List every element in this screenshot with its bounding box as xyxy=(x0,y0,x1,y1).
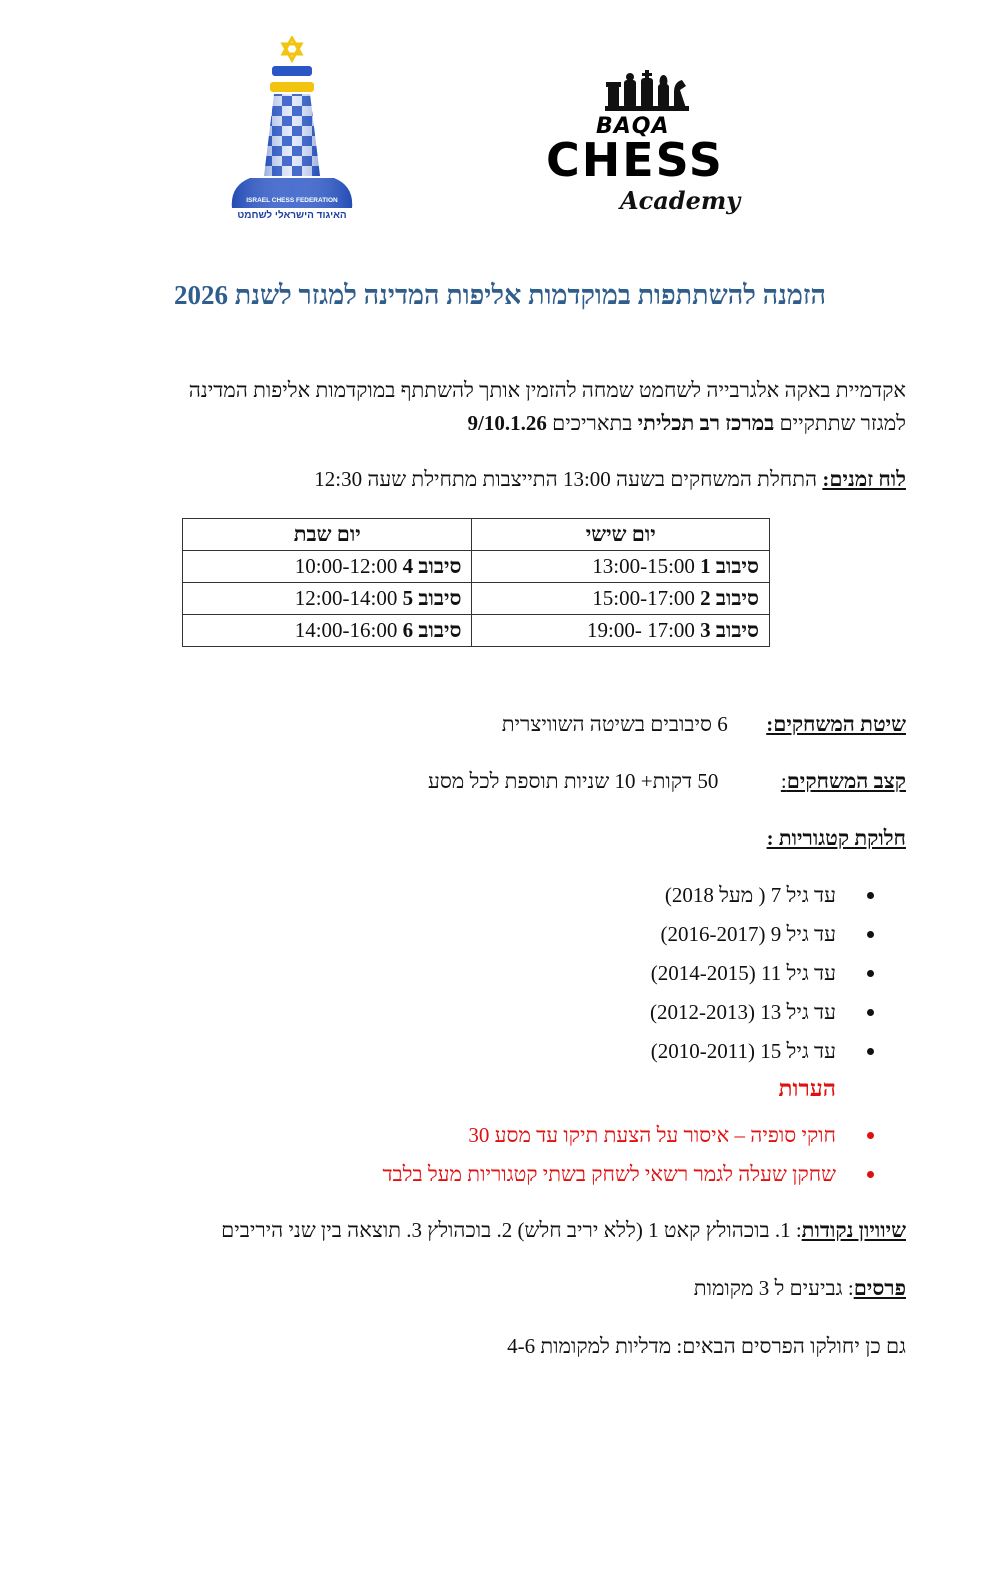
round-time: 10:00-12:00 xyxy=(294,554,403,578)
bullet-icon xyxy=(867,931,874,938)
table-cell xyxy=(472,615,770,647)
round-label: סיבוב 2 xyxy=(700,586,759,610)
list-item xyxy=(300,1032,836,1071)
round-label: סיבוב 3 xyxy=(700,618,759,642)
bullet-icon xyxy=(867,1048,874,1055)
game-system-text: 6 סיבובים בשיטה השוויצרית xyxy=(501,712,728,736)
note-text: חוקי סופיה – איסור על הצעת תיקו עד מסע 30 xyxy=(468,1123,836,1147)
table-cell xyxy=(183,551,472,583)
game-system-line xyxy=(300,708,906,741)
chess-word: CHESS xyxy=(546,133,724,187)
bullet-icon xyxy=(867,1009,874,1016)
bullet-icon xyxy=(867,1171,874,1178)
table-cell xyxy=(183,583,472,615)
round-time: 15:00-17:00 xyxy=(592,586,701,610)
table-cell xyxy=(472,583,770,615)
category-text: עד גיל 9 (2016-2017) xyxy=(660,922,836,946)
list-item xyxy=(300,876,836,915)
intro-line-1: אקדמיית באקה אלגרבייה לשחמט שמחה להזמין אותך להשתתף במוקדמות אליפות המדינה xyxy=(188,378,906,402)
round-label: סיבוב 6 xyxy=(402,618,462,642)
round-time: 12:00-14:00 xyxy=(294,586,403,610)
baqa-word: BAQA xyxy=(596,114,670,139)
table-cell xyxy=(472,551,770,583)
israel-chess-federation-logo xyxy=(222,36,372,222)
list-item xyxy=(300,915,836,954)
baqa-chess-academy-logo xyxy=(540,70,745,220)
page-title: הזמנה להשתתפות במוקדמות אליפות המדינה למגזר לשנת 2026 xyxy=(174,280,826,310)
game-system-label: שיטת המשחקים: xyxy=(766,712,906,736)
game-pace-colon: : xyxy=(780,769,787,793)
intro-line-2 xyxy=(60,407,906,440)
extra-prizes-line: גם כן יחולקו הפרסים הבאים: מדליות למקומות 4-6 xyxy=(507,1334,906,1358)
round-time: 14:00-16:00 xyxy=(294,618,403,642)
schedule-text: התחלת המשחקים בשעה 13:00 התייצבות מתחילת שעה 12:30 xyxy=(314,467,823,491)
round-label: סיבוב 4 xyxy=(402,554,462,578)
tiebreak-label: שיוויון נקודות xyxy=(801,1218,906,1242)
table-cell xyxy=(183,615,472,647)
category-text: עד גיל 15 (2010-2011) xyxy=(650,1039,836,1063)
prizes-line xyxy=(300,1272,906,1305)
header-friday: יום שישי xyxy=(472,519,770,551)
bullet-icon xyxy=(867,1132,874,1139)
tournament-dates: 9/10.1.26 xyxy=(467,411,547,435)
categories-list xyxy=(300,876,836,1071)
category-text: עד גיל 7 ( מעל 2018) xyxy=(664,883,836,907)
category-text: עד גיל 13 (2012-2013) xyxy=(650,1000,836,1024)
notes-title: הערות xyxy=(778,1076,836,1101)
prizes-label: פרסים xyxy=(853,1276,906,1300)
icf-english-name: ISRAEL CHESS FEDERATION xyxy=(246,197,338,204)
notes-list xyxy=(200,1116,836,1194)
bullet-icon xyxy=(867,970,874,977)
academy-word: Academy xyxy=(620,186,741,215)
intro-paragraph xyxy=(60,374,906,440)
round-label: סיבוב 1 xyxy=(700,554,759,578)
bullet-icon xyxy=(867,892,874,899)
note-text: שחקן שעלה לגמר רשאי לשחק בשתי קטגוריות מעל בלבד xyxy=(382,1162,836,1186)
list-item xyxy=(300,993,836,1032)
category-text: עד גיל 11 (2014-2015) xyxy=(650,961,836,985)
round-time: 17:00 -19:00 xyxy=(586,618,701,642)
tiebreak-text: : 1. בוכהולץ קאט 1 (ללא יריב חלש) 2. בוכהולץ 3. תוצאה בין שני היריבים xyxy=(221,1218,802,1242)
prizes-text: : גביעים ל 3 מקומות xyxy=(693,1276,854,1300)
rounds-table xyxy=(182,518,770,647)
schedule-label: לוח זמנים: xyxy=(822,467,906,491)
round-label: סיבוב 5 xyxy=(402,586,462,610)
intro-text: למגזר שתתקיים xyxy=(774,411,906,435)
chess-pieces-icon xyxy=(540,70,745,114)
table-row xyxy=(183,551,770,583)
list-item xyxy=(200,1116,836,1155)
venue-name: במרכז רב תכליתי xyxy=(637,411,775,435)
game-pace-line xyxy=(300,765,906,798)
list-item xyxy=(300,954,836,993)
categories-label: חלוקת קטגוריות : xyxy=(766,826,906,850)
icf-hebrew-name: האיגוד הישראלי לשחמט xyxy=(237,210,347,221)
table-row xyxy=(183,583,770,615)
schedule-line xyxy=(60,463,906,496)
game-pace-label: קצב המשחקים xyxy=(786,769,906,793)
list-item xyxy=(200,1155,836,1194)
round-time: 13:00-15:00 xyxy=(592,554,701,578)
table-row xyxy=(183,615,770,647)
categories-line xyxy=(500,822,906,855)
table-header-row xyxy=(183,519,770,551)
intro-dates-label: בתאריכים xyxy=(546,411,638,435)
header-saturday: יום שבת xyxy=(183,519,472,551)
tiebreak-line xyxy=(40,1214,906,1247)
game-pace-text: 50 דקות+ 10 שניות תוספת לכל מסע xyxy=(427,769,719,793)
